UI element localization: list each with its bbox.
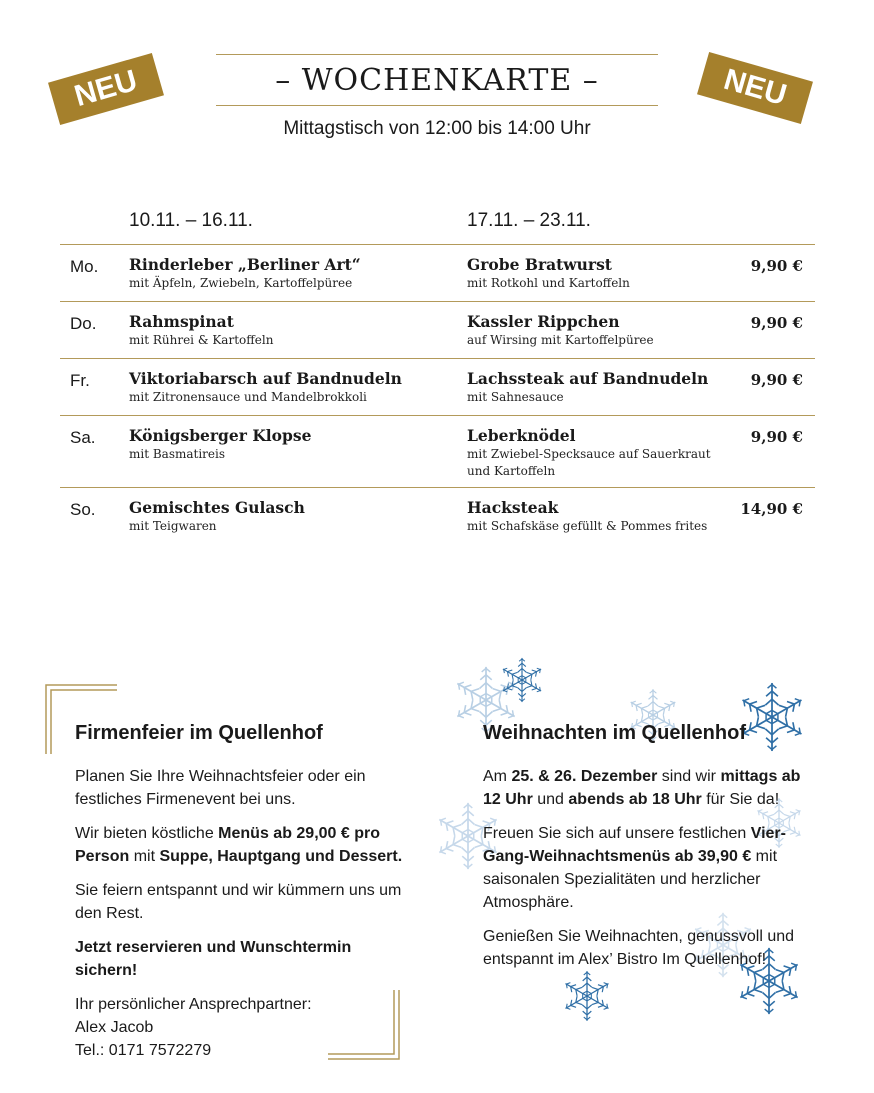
evening-highlight: abends ab 18 Uhr (568, 791, 702, 808)
firmenfeier-relax: Sie feiern entspannt und wir kümmern uns um den Rest. (75, 882, 402, 922)
midday-highlight: mittags ab 12 Uhr (483, 768, 801, 808)
dish-name: Viktoriabarsch auf Bandnudeln (129, 369, 402, 388)
title-frame (216, 54, 658, 106)
week2-header: 17.11. – 23.11. (467, 210, 591, 231)
menu-highlight: Vier-Gang-Weihnachtsmenüs ab 39,90 € (483, 825, 786, 865)
page-title: – WOCHENKARTE – (275, 62, 599, 98)
week1-dish (129, 426, 449, 463)
dish-name: Königsberger Klopse (129, 426, 312, 445)
firmenfeier-title: Firmenfeier im Quellenhof (75, 722, 323, 744)
weihnachten-closing: Genießen Sie Weihnachten, genussvoll und entspannt im Alex’ Bistro Im Quellenhof! (483, 928, 795, 968)
week1-dish (129, 369, 449, 406)
lunch-hours: Mittagstisch von 12:00 bis 14:00 Uhr (283, 118, 591, 139)
dish-name: Rinderleber „Berliner Art“ (129, 255, 361, 274)
week2-dish (467, 312, 737, 349)
dish-name: Kassler Rippchen (467, 312, 620, 331)
dates-highlight: 25. & 26. Dezember (511, 768, 658, 785)
day-label: Fr. (70, 371, 90, 390)
menu-row-fr (60, 358, 815, 415)
day-label: Do. (70, 314, 97, 333)
dish-name: Lachssteak auf Bandnudeln (467, 369, 709, 388)
text: Am (483, 768, 512, 785)
text: und (532, 791, 569, 808)
dish-name: Gemischtes Gulasch (129, 498, 305, 517)
menu-row-so (60, 487, 815, 548)
dish-name: Leberknödel (467, 426, 576, 445)
text: sind wir (657, 768, 721, 785)
day-label: Sa. (70, 428, 96, 447)
price: 14,90 € (740, 500, 803, 518)
new-badge-left-label: NEU (70, 63, 141, 114)
week1-dish (129, 255, 449, 292)
text: mit (129, 848, 160, 865)
dish-name: Grobe Bratwurst (467, 255, 612, 274)
menu-row-sa (60, 415, 815, 487)
dish-description: mit Zwiebel-Specksauce auf Sauerkraut und Kartoffeln (467, 447, 711, 478)
dish-name: Hacksteak (467, 498, 559, 517)
week1-dish (129, 498, 449, 535)
contact-label: Ihr persönlicher Ansprechpartner: (75, 996, 312, 1013)
firmenfeier-section (75, 722, 405, 1062)
dish-description: mit Schafskäse gefüllt & Pommes frites (467, 519, 708, 533)
snowflake-icon (498, 656, 546, 704)
day-label: So. (70, 500, 96, 519)
courses-highlight: Suppe, Hauptgang und Dessert. (159, 848, 403, 865)
firmenfeier-intro: Planen Sie Ihre Weihnachtsfeier oder ein festliches Firmenevent bei uns. (75, 768, 366, 808)
dish-description: mit Rotkohl und Kartoffeln (467, 276, 630, 290)
menu-price-highlight: Menüs ab 29,00 € pro Person (75, 825, 381, 865)
dish-description: mit Teigwaren (129, 519, 217, 533)
dish-description: mit Basmatireis (129, 447, 226, 461)
menu-row-mo (60, 244, 815, 301)
text: mit saisonalen Spezialitäten und herzlicher Atmosphäre. (483, 848, 778, 911)
weihnachten-menu (483, 822, 803, 914)
week1-header: 10.11. – 16.11. (129, 210, 253, 231)
week2-dish (467, 255, 737, 292)
week2-dish (467, 498, 737, 535)
contact-name: Alex Jacob (75, 1019, 154, 1036)
weihnachten-title: Weihnachten im Quellenhof (483, 722, 746, 744)
dish-description: mit Zitronensauce und Mandelbrokkoli (129, 390, 367, 404)
dish-description: mit Rührei & Kartoffeln (129, 333, 274, 347)
new-badge-left (48, 53, 164, 125)
text: Wir bieten köstliche (75, 825, 219, 842)
contact-phone: Tel.: 0171 7572279 (75, 1042, 212, 1059)
week2-dish (467, 426, 737, 480)
dish-name: Rahmspinat (129, 312, 234, 331)
reserve-callout: Jetzt reservieren und Wunschtermin sichern! (75, 939, 352, 979)
new-badge-right (697, 52, 813, 124)
price: 9,90 € (750, 428, 803, 446)
new-badge-right-label: NEU (720, 62, 791, 113)
weihnachten-dates (483, 765, 803, 811)
price: 9,90 € (750, 257, 803, 275)
weihnachten-section (483, 722, 803, 982)
menu-table (60, 244, 815, 548)
week2-dish (467, 369, 737, 406)
day-label: Mo. (70, 257, 99, 276)
text: Freuen Sie sich auf unsere festlichen (483, 825, 751, 842)
dish-description: mit Äpfeln, Zwiebeln, Kartoffelpüree (129, 276, 353, 290)
menu-row-do (60, 301, 815, 358)
price: 9,90 € (750, 371, 803, 389)
dish-description: mit Sahnesauce (467, 390, 564, 404)
text: für Sie da! (701, 791, 780, 808)
firmenfeier-offer (75, 822, 405, 868)
dish-description: auf Wirsing mit Kartoffelpüree (467, 333, 654, 347)
price: 9,90 € (750, 314, 803, 332)
week1-dish (129, 312, 449, 349)
